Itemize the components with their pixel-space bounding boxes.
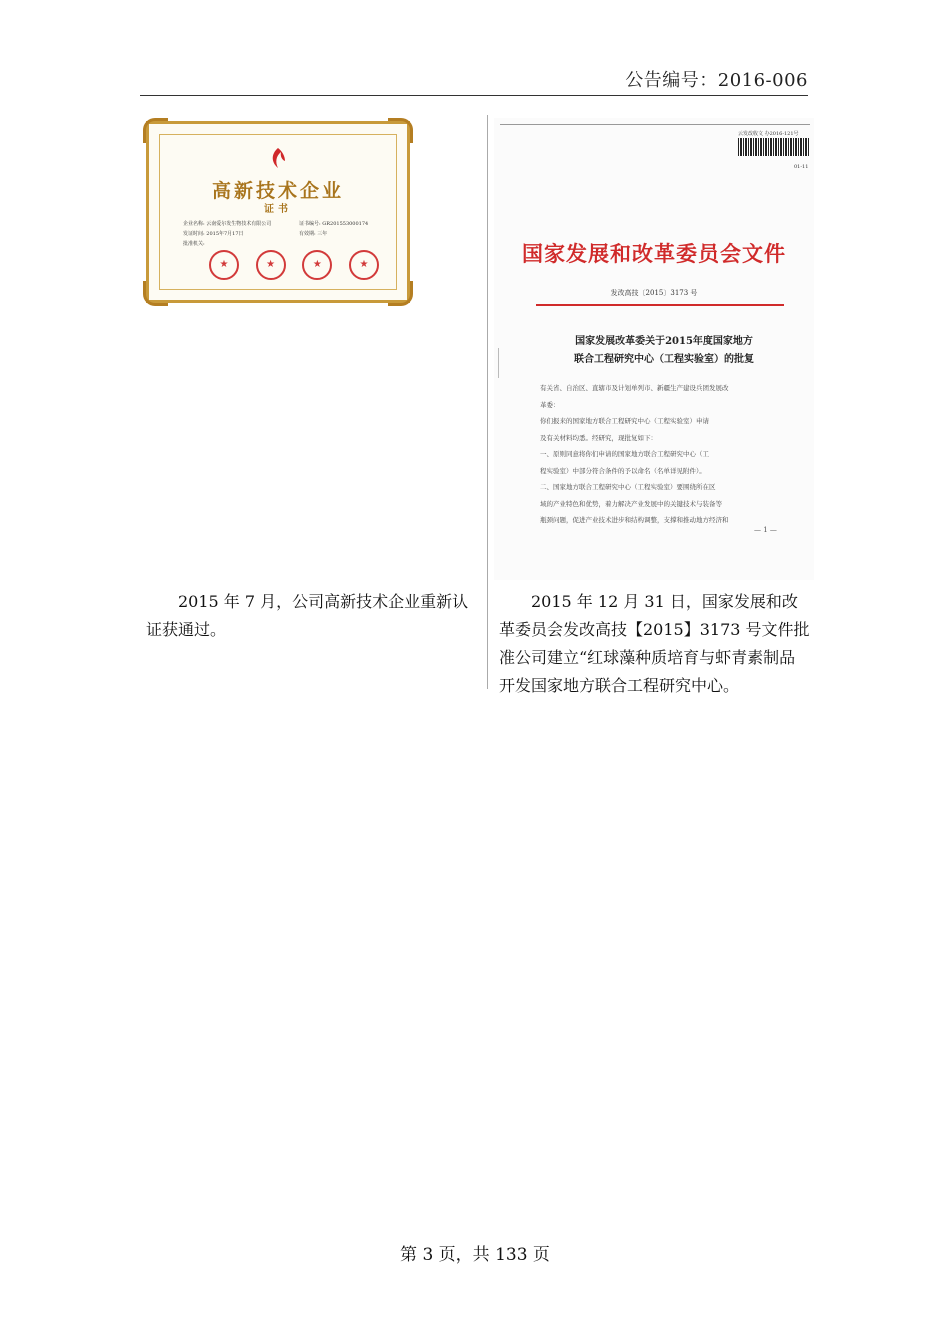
issue-value: 2015年7月17日 xyxy=(206,231,244,237)
issue-label: 发证时间: xyxy=(183,231,205,237)
document-red-rule xyxy=(536,304,784,306)
barcode-icon xyxy=(738,138,810,156)
document-small-code: 01-11 xyxy=(794,164,809,170)
red-seal-icon xyxy=(349,250,379,280)
document-body-line: 瓶颈问题，促进产业技术进步和结构调整，支撑和推动地方经济和 xyxy=(540,516,729,524)
certificate-subtitle: 证书 xyxy=(264,204,292,215)
high-tech-certificate-image xyxy=(146,121,410,303)
document-body-line: 及有关材料均悉。经研究，现批复如下： xyxy=(540,433,657,442)
company-value: 云南爱尔发生物技术有限公司 xyxy=(206,221,272,227)
document-body xyxy=(540,380,786,529)
certificate-issue-row xyxy=(183,230,244,237)
ornament-corner-icon xyxy=(388,281,413,306)
document-title: 国家发展和改革委员会文件 xyxy=(522,241,786,266)
column-divider xyxy=(487,115,488,689)
ndrc-document-image xyxy=(494,118,814,580)
red-seal-icon xyxy=(302,250,332,280)
caption-left: 2015 年 7 月，公司高新技术企业重新认证获通过。 xyxy=(146,592,469,639)
document-body-line: 革委： xyxy=(540,400,560,409)
document-page-number: — 1 — xyxy=(754,526,777,534)
validity-value: 三年 xyxy=(317,231,328,237)
caption-right: 2015 年 12 月 31 日，国家发展和改革委员会发改高技【2015】3173 号文件批准公司建立“红球藻种质培育与虾青素制品开发国家地方联合工程研究中心。 xyxy=(499,592,810,695)
certificate-approver-label: 批准机关: xyxy=(183,241,205,247)
company-label: 企业名称: xyxy=(183,221,205,227)
announcement-number: 公告编号：2016-006 xyxy=(625,70,808,91)
document-body-line: 域的产业特色和优势，着力解决产业发展中的关键技术与装备等 xyxy=(540,499,722,508)
certificate-title: 高新技术企业 xyxy=(211,180,344,202)
document-body-line: 程实验室）中部分符合条件的予以命名（名单详见附件）。 xyxy=(540,466,706,475)
ornament-corner-icon xyxy=(143,281,168,306)
document-body-line: 有关省、自治区、直辖市及计划单列市、新疆生产建设兵团发展改 xyxy=(540,384,729,392)
document-body-line: 你们报来的国家地方联合工程研究中心（工程实验室）申请 xyxy=(540,417,709,425)
cert-no-label: 证书编号: xyxy=(299,221,321,227)
certificate-validity-row xyxy=(299,230,327,237)
cert-no-value: GR201553000174 xyxy=(322,221,369,227)
document-body-line: 二、国家地方联合工程研究中心（工程实验室）要围绕所在区 xyxy=(540,483,716,491)
high-tech-emblem-icon xyxy=(267,146,289,170)
page-footer: 第 3 页，共 133 页 xyxy=(400,1245,550,1265)
certificate-company-row xyxy=(183,220,271,227)
certificate-seals xyxy=(209,250,379,282)
document-subject-line-1: 国家发展改革委关于2015年度国家地方 xyxy=(575,336,753,347)
document-top-line xyxy=(500,124,810,125)
ornament-corner-icon xyxy=(388,118,413,143)
header-rule xyxy=(140,95,808,96)
document-subject-line-2: 联合工程研究中心（工程实验室）的批复 xyxy=(574,354,754,365)
scan-mark xyxy=(498,348,499,378)
ornament-corner-icon xyxy=(143,118,168,143)
red-seal-icon xyxy=(209,250,239,280)
document-body-line: 一、原则同意将你们申请的国家地方联合工程研究中心（工 xyxy=(540,450,709,458)
certificate-number-row xyxy=(299,220,368,227)
red-seal-icon xyxy=(256,250,286,280)
document-reference: 发改高技〔2015〕3173 号 xyxy=(610,289,698,297)
validity-label: 有效期: xyxy=(299,231,316,237)
document-receipt-code: 云发改收文 办2016-121号 xyxy=(738,131,799,137)
